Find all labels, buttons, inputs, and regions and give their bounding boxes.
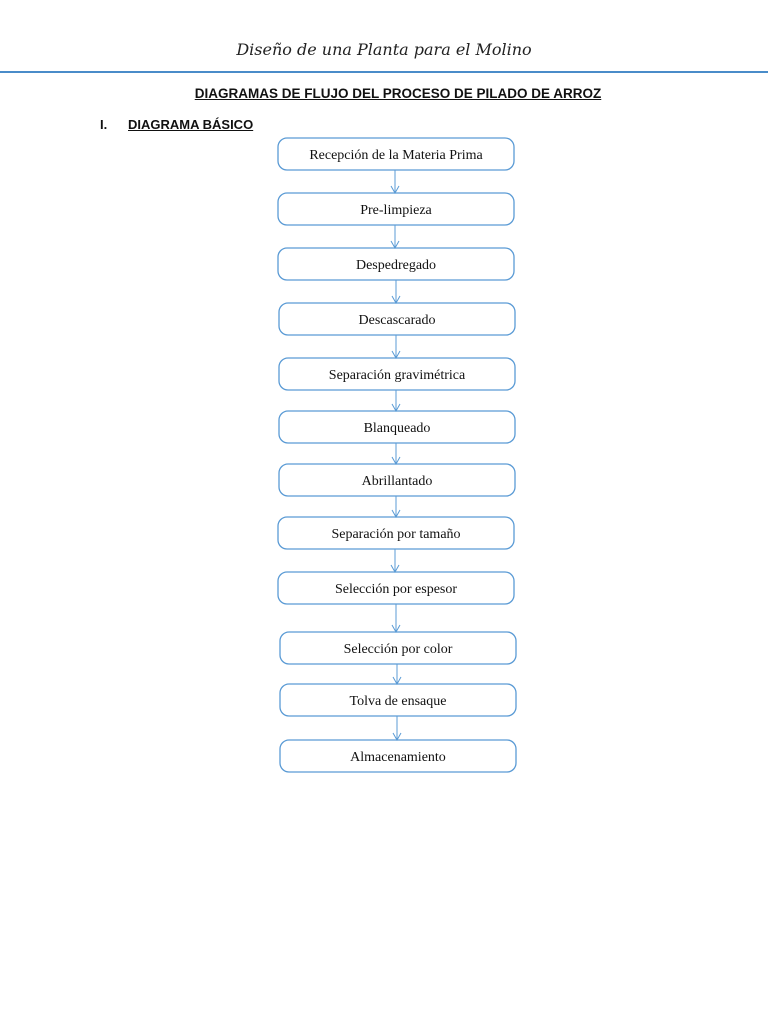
- flow-arrow-1: [391, 170, 399, 193]
- flow-step-label: Despedregado: [355, 258, 437, 273]
- flow-step-label: Selección por color: [343, 642, 453, 657]
- flow-step-label: Separación por tamaño: [331, 527, 461, 542]
- flow-step-label: Pre-limpieza: [360, 203, 432, 218]
- flow-arrow-9: [392, 604, 400, 632]
- flow-arrow-3: [392, 280, 400, 303]
- flow-step-5: [279, 358, 515, 390]
- running-header: Diseño de una Planta para el Molino: [236, 40, 532, 59]
- flow-step-label: Blanqueado: [363, 421, 431, 436]
- flow-step-label: Descascarado: [358, 313, 436, 328]
- flow-step-4: [279, 303, 515, 335]
- flow-arrow-7: [392, 496, 400, 517]
- flow-step-label: Tolva de ensaque: [349, 694, 447, 709]
- flow-arrow-2: [391, 225, 399, 248]
- flow-step-1: [278, 138, 514, 170]
- flow-arrow-8: [391, 549, 399, 572]
- flow-arrow-10: [393, 664, 401, 684]
- flow-step-2: [278, 193, 514, 225]
- flow-step-label: Almacenamiento: [350, 750, 446, 765]
- flow-step-6: [279, 411, 515, 443]
- section-title: DIAGRAMA BÁSICO: [128, 117, 254, 132]
- flow-arrow-5: [392, 390, 400, 411]
- flow-step-7: [279, 464, 515, 496]
- document-title: DIAGRAMAS DE FLUJO DEL PROCESO DE PILADO DE ARROZ: [194, 86, 602, 101]
- flow-step-label: Separación gravimétrica: [328, 368, 466, 383]
- flow-step-12: [280, 740, 516, 772]
- flow-step-11: [280, 684, 516, 716]
- flow-arrow-11: [393, 716, 401, 740]
- flow-step-label: Abrillantado: [361, 474, 433, 489]
- flow-step-8: [278, 517, 514, 549]
- flow-step-10: [280, 632, 516, 664]
- flow-arrow-4: [392, 335, 400, 358]
- flow-step-3: [278, 248, 514, 280]
- section-number: I.: [100, 117, 108, 132]
- flow-step-label: Recepción de la Materia Prima: [309, 148, 483, 163]
- flow-step-9: [278, 572, 514, 604]
- flow-arrow-6: [392, 443, 400, 464]
- flow-step-label: Selección por espesor: [334, 582, 458, 597]
